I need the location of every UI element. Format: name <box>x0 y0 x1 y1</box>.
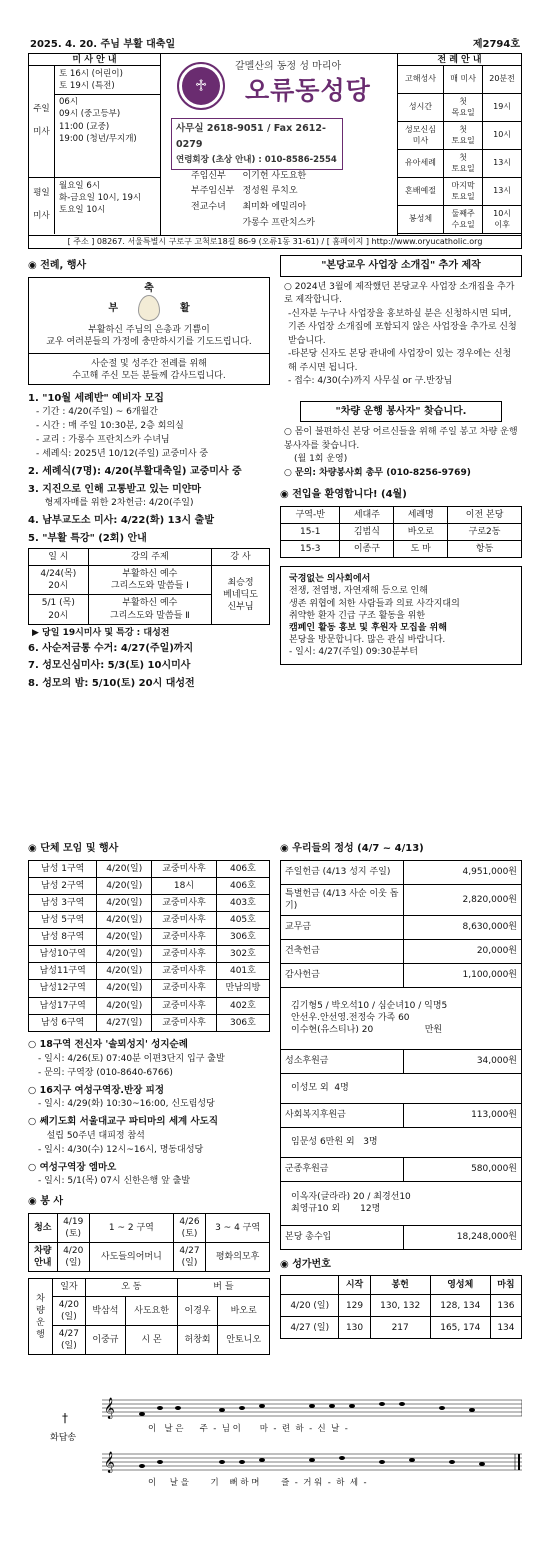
car-cell: 이중규 <box>85 1325 125 1354</box>
group-row <box>29 860 270 877</box>
welcome-head: 구역-반 <box>281 506 340 523</box>
events-list <box>28 1038 270 1190</box>
liturgy-cell: 매 미사 <box>444 66 483 94</box>
song-cell: 4/20 (일) <box>281 1295 339 1317</box>
song-cell: 4/27 (일) <box>281 1317 339 1339</box>
liturgy-row <box>398 206 521 234</box>
group-cell: 4/20(일) <box>97 860 152 877</box>
group-cell: 남성11구역 <box>29 963 97 980</box>
offering-title: ◉ 우리들의 정성 (4/7 ~ 4/13) <box>280 842 522 856</box>
serve-cell: 4/20 (일) <box>57 1243 89 1272</box>
group-cell: 406호 <box>216 860 269 877</box>
p1-left <box>28 255 270 691</box>
notice-detail: - 교리 : 가롱수 프란치스카 수녀님 <box>36 435 170 446</box>
group-cell: 남성 6구역 <box>29 1014 97 1031</box>
group-cell: 302호 <box>216 946 269 963</box>
guide-line: - 접수: 4/30(수)까지 사무실 or 구.반장님 <box>288 376 453 387</box>
staff-table <box>189 168 323 234</box>
sunday-items <box>55 66 160 177</box>
church-name: 오류동성당 <box>245 75 371 105</box>
mass-title: 미 사 안 내 <box>29 54 160 66</box>
staff-role: 부주임신부 <box>191 186 235 197</box>
staff-name: 이기헌 사도요한 <box>242 170 307 181</box>
welcome-cell: 구로2동 <box>448 523 522 540</box>
easter-chuk: 축 <box>144 282 154 294</box>
p1-right <box>280 255 522 691</box>
weekday-items <box>55 178 160 234</box>
easter-hwal: 활 <box>180 302 190 314</box>
svg-text:𝄞: 𝄞 <box>104 1452 115 1473</box>
song-title: ◉ 성가번호 <box>280 1258 522 1272</box>
egg-icon <box>138 295 160 321</box>
group-cell: 교중미사후 <box>152 980 217 997</box>
serve-cell: 1 ~ 2 구역 <box>89 1213 173 1242</box>
serve-cell: 4/26 (토) <box>173 1213 205 1242</box>
group-row <box>29 963 270 980</box>
mass-item: 06시 <box>55 94 160 108</box>
cross-icon: † <box>62 1411 68 1425</box>
easter-msg: 부활하신 주님의 은총과 기쁨이 <box>88 325 210 336</box>
car-cell: 박삼석 <box>85 1296 125 1325</box>
guide-notes <box>280 281 522 389</box>
welcome-cell: 15-3 <box>281 541 340 558</box>
group-table <box>28 860 270 1032</box>
welcome-cell: 항동 <box>448 541 522 558</box>
welcome-head: 세대주 <box>340 506 394 523</box>
offering-note: 임문성 6만원 외 3명 <box>281 1127 522 1157</box>
group-cell: 남성 8구역 <box>29 929 97 946</box>
driver-title: "차량 운행 봉사자" 찾습니다. <box>300 401 502 423</box>
offering-row <box>281 860 522 884</box>
easter-box <box>28 277 270 385</box>
church-logo-icon: ♱ <box>177 62 225 110</box>
event-heading: ○ 쎄기도회 서울대교구 파티마의 세계 사도직 <box>28 1115 270 1130</box>
liturgy-cell: 봉성체 <box>398 206 444 234</box>
msf-box <box>280 566 522 665</box>
song-head: 시작 <box>339 1276 370 1295</box>
car-cell: 시 몬 <box>126 1325 178 1354</box>
offering-amount: 18,248,000원 <box>404 1225 522 1249</box>
staff-name: 정성원 루치오 <box>242 186 298 197</box>
music-score <box>28 1390 522 1530</box>
offering-label: 사회복지후원금 <box>281 1103 404 1127</box>
notice-heading: 1. "10월 세례반" 예비자 모집 <box>28 392 164 404</box>
driver-line: (월 1회 운영) <box>294 454 348 465</box>
group-cell: 교중미사후 <box>152 911 217 928</box>
offering-note-row <box>281 1127 522 1157</box>
bulletin-date: 2025. 4. 20. 주님 부활 대축일 <box>30 39 176 50</box>
notice-heading: 2. 세례식(7명): 4/20(부활대축일) 교중미사 중 <box>28 466 242 478</box>
car-head: 버 들 <box>177 1279 269 1296</box>
car-cell: 4/27 (일) <box>53 1325 86 1354</box>
p2-right <box>280 838 522 1355</box>
group-cell: 남성12구역 <box>29 980 97 997</box>
mass-item: 월요일 6시 <box>59 180 100 191</box>
sunday-label: 주일 미사 <box>29 66 55 177</box>
car-head: 일자 <box>53 1279 86 1296</box>
group-cell: 402호 <box>216 997 269 1014</box>
liturgy-cell: 성모신심 미사 <box>398 122 444 150</box>
song-cell: 129 <box>339 1295 370 1317</box>
msf-line: 본당을 방문합니다. 많은 관심 바랍니다. <box>289 634 446 645</box>
car-head: 오 동 <box>85 1279 177 1296</box>
msf-line: 국경없는 의사회에서 <box>289 574 371 585</box>
notice-heading: 3. 지진으로 인해 고통받고 있는 미얀마 <box>28 483 202 495</box>
group-cell: 4/20(일) <box>97 929 152 946</box>
group-cell: 남성 1구역 <box>29 860 97 877</box>
offering-note-row <box>281 1181 522 1225</box>
church-subtitle: 갈멜산의 동정 성 마리아 <box>235 60 342 72</box>
notice-detail: - 세례식: 2025년 10/12(주일) 교중미사 중 <box>36 449 209 460</box>
mass-item: 19:00 (청년/무지개) <box>59 134 137 145</box>
welcome-head: 세례명 <box>394 506 448 523</box>
msf-line: 생존 위협에 처한 사람들과 의료 사각지대의 <box>289 598 460 609</box>
group-cell: 4/20(일) <box>97 946 152 963</box>
offering-amount: 20,000원 <box>404 939 522 963</box>
car-cell: 4/20 (일) <box>53 1296 86 1325</box>
notice-detail: - 기간 : 4/20(주일) ~ 6개월간 <box>36 407 158 418</box>
liturgy-cell: 19시 <box>483 94 521 122</box>
liturgy-row <box>398 150 521 178</box>
liturgy-cell: 마지막 토요일 <box>444 178 483 206</box>
lyrics-line: 이 날 은 주 - 님 이 마 - 련 하 - 신 날 - <box>148 1424 348 1434</box>
msf-line: - 일시: 4/27(주일) 09:30분부터 <box>289 647 418 658</box>
section-title: ◉ 단체 모임 및 행사 <box>28 842 270 856</box>
notice-detail: 형제자매를 위한 2차헌금: 4/20(주일) <box>36 498 194 509</box>
group-cell: 교중미사후 <box>152 1014 217 1031</box>
liturgy-title: 전 례 안 내 <box>398 54 521 66</box>
car-cell: 허창회 <box>177 1325 217 1354</box>
mass-item: 화-금요일 10시, 19시 <box>59 192 142 203</box>
offering-note-row <box>281 987 522 1049</box>
lecture-head: 강의 주제 <box>88 549 211 566</box>
liturgy-cell: 성시간 <box>398 94 444 122</box>
offering-note <box>281 987 522 1049</box>
serve-cell: 4/19 (토) <box>57 1213 89 1242</box>
page-1 <box>28 38 522 768</box>
event-detail: 설립 50주년 대피정 참석 <box>38 1130 145 1141</box>
thanks-msg: 수고해 주신 모든 분들께 감사드립니다. <box>72 370 226 381</box>
group-cell: 4/20(일) <box>97 894 152 911</box>
office-phone: 사무실 2618-9051 / Fax 2612-0279 <box>176 122 326 150</box>
driver-line: ○ 문의: 차량봉사회 총무 (010-8256-9769) <box>284 467 471 478</box>
note-line: 이수현(유스티나) 20 만원 <box>291 1025 443 1036</box>
mass-item: 토요일 10시 <box>59 205 106 216</box>
song-head: 영성체 <box>430 1276 490 1295</box>
liturgy-cell: 둘째주 수요일 <box>444 206 483 234</box>
notice-heading: 4. 남부교도소 미사: 4/22(화) 13시 출발 <box>28 515 215 527</box>
group-cell: 교중미사후 <box>152 963 217 980</box>
group-row <box>29 946 270 963</box>
offering-row <box>281 1049 522 1073</box>
notice-detail: - 시간 : 매 주일 10:30분, 2층 회의실 <box>36 421 184 432</box>
mass-item: 토 16시 (어린이) <box>59 68 123 79</box>
offering-row <box>281 963 522 987</box>
group-cell: 만남의방 <box>216 980 269 997</box>
lecture-head: 일 시 <box>29 549 89 566</box>
serve-cell: 차량 안내 <box>29 1243 58 1272</box>
thanks-msg: 사순절 및 성주간 전례를 위해 <box>29 353 269 370</box>
offering-row <box>281 1225 522 1249</box>
song-head <box>281 1276 339 1295</box>
group-cell: 교중미사후 <box>152 894 217 911</box>
bulletin-top <box>28 38 522 54</box>
liturgy-cell: 20분전 <box>483 66 521 94</box>
offering-label: 성소후원금 <box>281 1049 404 1073</box>
address-line: [ 주소 ] 08267. 서울특별시 구로구 고척로18길 86-9 (오류1동 31-61) / [ 홈페이지 ] http://www.oryucatholic.org <box>28 236 522 250</box>
group-cell: 405호 <box>216 911 269 928</box>
guide-line: -신자분 누구나 사업장을 홍보하실 분은 신청하시면 되며, 기존 사업장 소개집에 포함되지 않은 사업장을 추가로 신청받습니다. <box>288 308 517 346</box>
serve-table <box>28 1213 270 1273</box>
serve-cell: 3 ~ 4 구역 <box>206 1213 270 1242</box>
staff-role: 전교수녀 <box>191 202 226 213</box>
group-cell: 401호 <box>216 963 269 980</box>
header-block <box>28 54 522 236</box>
offering-table <box>280 860 522 1250</box>
group-row <box>29 997 270 1014</box>
staff-lines <box>102 1390 522 1510</box>
group-cell: 18시 <box>152 877 217 894</box>
group-cell: 4/20(일) <box>97 997 152 1014</box>
lyrics-line: 이 날 을 기 뻐 하 며 즐 - 거 워 - 하 세 - <box>148 1478 367 1488</box>
weekday-label: 평일 미사 <box>29 178 55 234</box>
msf-line: 전쟁, 전염병, 자연재해 등으로 인해 <box>289 586 428 597</box>
note-line: 이옥자(글라라) 20 / 최경선10 <box>291 1192 411 1203</box>
section-title: ◉ 전례, 행사 <box>28 259 270 273</box>
staff-name: 최미화 에밀리아 <box>242 202 307 213</box>
liturgy-guide <box>397 54 521 235</box>
liturgy-cell: 첫 목요일 <box>444 94 483 122</box>
liturgy-cell: 10시 이후 <box>483 206 521 234</box>
welcome-title: ◉ 전입을 환영합니다! (4월) <box>280 488 522 502</box>
group-cell: 4/27(일) <box>97 1014 152 1031</box>
offering-amount: 580,000원 <box>404 1157 522 1181</box>
notice-list-2 <box>28 641 270 692</box>
guide-line: -타본당 신자도 본당 관내에 사업장이 있는 경우에는 신청해 주시면 됩니다. <box>288 349 512 373</box>
car-cell: 안토니오 <box>218 1325 270 1354</box>
liturgy-cell: 13시 <box>483 178 521 206</box>
serve-cell: 평화의모후 <box>206 1243 270 1272</box>
liturgy-row <box>398 66 521 94</box>
issue-number: 제2794호 <box>472 39 520 50</box>
group-row <box>29 911 270 928</box>
liturgy-cell: 첫 토요일 <box>444 150 483 178</box>
event-detail: - 일시: 4/26(토) 07:40분 이편3단지 입구 출발 <box>38 1053 225 1064</box>
group-cell: 4/20(일) <box>97 911 152 928</box>
event-detail: - 문의: 구역장 (010-8640-6766) <box>38 1067 173 1078</box>
lecture-topic: 부활하신 예수 그리스도와 말씀들 Ⅰ <box>88 566 211 595</box>
welcome-cell: 바오로 <box>394 523 448 540</box>
group-cell: 306호 <box>216 1014 269 1031</box>
offering-label: 본당 총수입 <box>281 1225 404 1249</box>
liturgy-cell: 10시 <box>483 122 521 150</box>
offering-note: 이성모 외 4명 <box>281 1073 522 1103</box>
staff-name: 가롱수 프란치스카 <box>242 218 315 229</box>
easter-msg: 교우 여러분들의 가정에 충만하시기를 기도드립니다. <box>46 337 252 348</box>
car-cell: 사도요한 <box>126 1296 178 1325</box>
weekday-mass <box>29 178 160 234</box>
notice-item: 6. 사순저금통 수거: 4/27(주일)까지 <box>28 642 194 654</box>
liturgy-table <box>398 66 521 235</box>
serve-title: ◉ 봉 사 <box>28 1195 270 1209</box>
car-label: 차 량 운 행 <box>29 1279 53 1355</box>
offering-note <box>281 1181 522 1225</box>
mass-item: 토 19시 (특전) <box>59 80 115 91</box>
guide-line: ○ 2024년 3월에 제작했던 본당교우 사업장 소개집을 추가로 제작합니다. <box>284 281 515 306</box>
mass-schedule <box>29 54 161 235</box>
easter-bu: 부 <box>108 302 118 314</box>
note-line: 안선우.안선영.전정숙 가족 60 <box>291 1013 410 1024</box>
group-cell: 남성10구역 <box>29 946 97 963</box>
staff-role <box>191 217 240 231</box>
note-line: 최영규10 외 12명 <box>291 1204 381 1215</box>
group-cell: 교중미사후 <box>152 997 217 1014</box>
group-cell: 교중미사후 <box>152 860 217 877</box>
staff-role: 주임신부 <box>191 170 226 181</box>
group-row <box>29 877 270 894</box>
lecture-speaker: 최승정 베네딕도 신부님 <box>212 566 270 625</box>
event-detail: - 일시: 5/1(목) 07시 신한은행 앞 출발 <box>38 1176 191 1187</box>
president-phone: 연령회장 (초상 안내) : 010-8586-2554 <box>176 154 337 165</box>
group-cell: 남성 3구역 <box>29 894 97 911</box>
event-heading: ○ 16지구 여성구역장.반장 피정 <box>28 1084 270 1099</box>
event-heading: ○ 여성구역장 엠마오 <box>28 1161 270 1176</box>
mass-item: 11:00 (교중) <box>59 121 110 132</box>
lecture-table <box>28 548 270 625</box>
group-cell: 4/20(일) <box>97 980 152 997</box>
group-cell: 4/20(일) <box>97 877 152 894</box>
offering-label: 특별헌금 (4/13 사순 이웃 돕기) <box>281 884 404 915</box>
office-contact <box>171 118 343 171</box>
group-cell: 교중미사후 <box>152 929 217 946</box>
group-cell: 남성 2구역 <box>29 877 97 894</box>
offering-amount: 1,100,000원 <box>404 963 522 987</box>
offering-row <box>281 884 522 915</box>
lecture-note: ▶ 당일 19시미사 및 특강 : 대성전 <box>32 627 170 638</box>
offering-label: 교무금 <box>281 915 404 939</box>
offering-label: 건축헌금 <box>281 939 404 963</box>
offering-label: 감사헌금 <box>281 963 404 987</box>
sunday-mass <box>29 66 160 178</box>
song-cell: 134 <box>490 1317 521 1339</box>
notice-item: 8. 성모의 밤: 5/10(토) 20시 대성전 <box>28 677 195 689</box>
event-detail: - 일시: 4/30(수) 12시~16시, 명동대성당 <box>38 1144 204 1155</box>
offering-amount: 113,000원 <box>404 1103 522 1127</box>
offering-label: 주일헌금 (4/13 성지 주일) <box>281 860 404 884</box>
lecture-head: 강 사 <box>212 549 270 566</box>
song-head: 봉헌 <box>370 1276 430 1295</box>
offering-amount: 8,630,000원 <box>404 915 522 939</box>
group-row <box>29 929 270 946</box>
liturgy-cell: 유아세례 <box>398 150 444 178</box>
song-cell: 130 <box>339 1317 370 1339</box>
offering-label: 군종후원금 <box>281 1157 404 1181</box>
lecture-date: 4/24(목) 20시 <box>29 566 89 595</box>
svg-text:𝄞: 𝄞 <box>104 1398 115 1419</box>
offering-amount: 4,951,000원 <box>404 860 522 884</box>
welcome-head: 이전 본당 <box>448 506 522 523</box>
welcome-cell: 김범식 <box>340 523 394 540</box>
driver-line: ○ 몸이 불편하신 본당 어르신들을 위해 주일 봉고 차량 운행 봉사자를 찾습니다. <box>284 427 518 451</box>
serve-cell: 청소 <box>29 1213 58 1242</box>
song-table <box>280 1275 522 1339</box>
p2-left <box>28 838 270 1355</box>
serve-cell: 4/27 (일) <box>173 1243 205 1272</box>
song-cell: 165, 174 <box>430 1317 490 1339</box>
car-cell: 이경우 <box>177 1296 217 1325</box>
driver-notes <box>280 426 522 480</box>
offering-row <box>281 939 522 963</box>
liturgy-row <box>398 94 521 122</box>
car-cell: 바오로 <box>218 1296 270 1325</box>
song-head: 마침 <box>490 1276 521 1295</box>
event-heading: ○ 18구역 전신자 '솔뫼성지' 성지순례 <box>28 1038 270 1053</box>
lecture-topic: 부활하신 예수 그리스도와 말씀들 Ⅱ <box>88 595 211 624</box>
serve-cell: 사도들의어머니 <box>89 1243 173 1272</box>
car-table <box>28 1278 270 1355</box>
psalm-label: 화답송 <box>50 1433 77 1443</box>
song-cell: 217 <box>370 1317 430 1339</box>
group-row <box>29 980 270 997</box>
liturgy-cell: 고해성사 <box>398 66 444 94</box>
offering-note-row <box>281 1073 522 1103</box>
group-row <box>29 894 270 911</box>
welcome-table <box>280 506 522 558</box>
lecture-date: 5/1 (목) 20시 <box>29 595 89 624</box>
msf-line: 취약한 환자 긴급 구조 활동을 위한 <box>289 610 426 621</box>
offering-row <box>281 1157 522 1181</box>
group-row <box>29 1014 270 1031</box>
offering-row <box>281 1103 522 1127</box>
song-cell: 130, 132 <box>370 1295 430 1317</box>
liturgy-row <box>398 178 521 206</box>
offering-row <box>281 915 522 939</box>
msf-line: 캠페인 활동 홍보 및 후원자 모집을 위해 <box>289 622 447 633</box>
group-cell: 남성 5구역 <box>29 911 97 928</box>
offering-amount: 34,000원 <box>404 1049 522 1073</box>
liturgy-cell: 13시 <box>483 150 521 178</box>
liturgy-row <box>398 122 521 150</box>
group-cell: 403호 <box>216 894 269 911</box>
welcome-cell: 15-1 <box>281 523 340 540</box>
group-cell: 306호 <box>216 929 269 946</box>
liturgy-cell: 첫 토요일 <box>444 122 483 150</box>
group-cell: 406호 <box>216 877 269 894</box>
notice-item: 7. 성모신심미사: 5/3(토) 10시미사 <box>28 660 191 672</box>
song-cell: 128, 134 <box>430 1295 490 1317</box>
group-cell: 4/20(일) <box>97 963 152 980</box>
song-cell: 136 <box>490 1295 521 1317</box>
notice-list <box>28 391 270 546</box>
group-cell: 교중미사후 <box>152 946 217 963</box>
liturgy-cell: 혼배예절 <box>398 178 444 206</box>
note-line: 김기형5 / 박오석10 / 심순녀10 / 익명5 <box>291 1001 448 1012</box>
guide-title: "본당교우 사업장 소개집" 추가 제작 <box>280 255 522 277</box>
welcome-cell: 도 마 <box>394 541 448 558</box>
group-cell: 남성17구역 <box>29 997 97 1014</box>
mass-item: 09시 (중고등부) <box>59 109 121 120</box>
offering-amount: 2,820,000원 <box>404 884 522 915</box>
notice-heading: 5. "부활 특강" (2회) 안내 <box>28 532 147 544</box>
event-detail: - 일시: 4/29(화) 10:30~16:00, 신도림성당 <box>38 1099 215 1110</box>
welcome-cell: 이종구 <box>340 541 394 558</box>
church-info <box>161 54 397 235</box>
